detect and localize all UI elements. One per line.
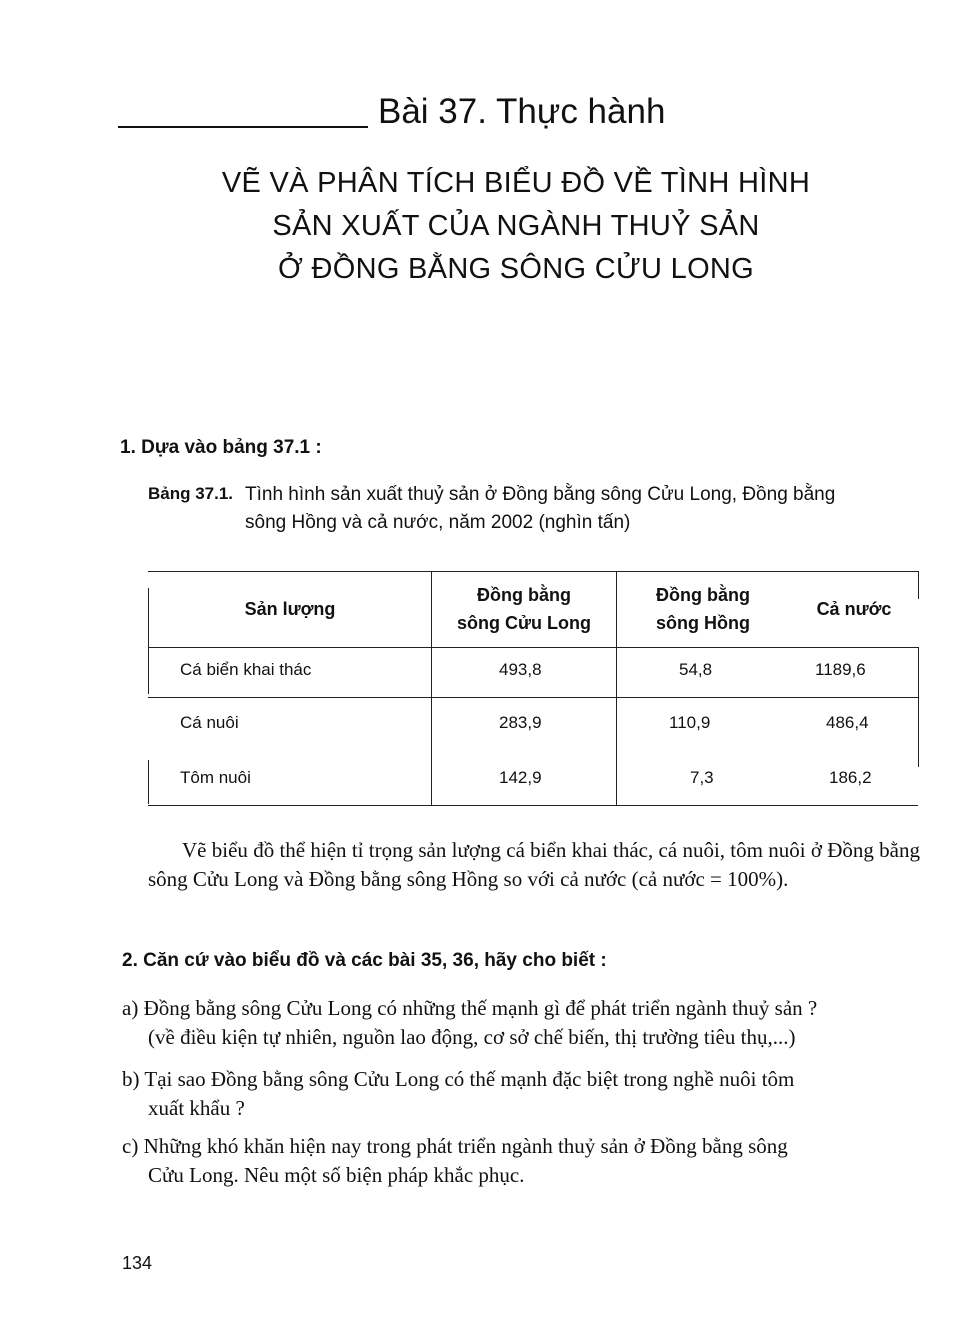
question-line: a) Đồng bằng sông Cửu Long có những thế mạnh gì để phát triển ngành thuỷ sản ? <box>122 996 818 1020</box>
cell-dbsh: 110,9 <box>669 713 711 732</box>
table-rule <box>148 805 918 806</box>
cell-dbscl: 142,9 <box>499 768 542 787</box>
table-rule <box>918 647 919 767</box>
table-caption-line: sông Hồng và cả nước, năm 2002 (nghìn tấn) <box>245 512 631 533</box>
table-rule <box>148 760 149 804</box>
header-product: Sản lượng <box>244 599 336 619</box>
header-line: Đồng bằng <box>477 585 571 605</box>
cell-dbscl: 493,8 <box>499 660 542 679</box>
cell-country: 1189,6 <box>815 660 866 679</box>
section-2-title: 2. Căn cứ vào biểu đồ và các bài 35, 36, hãy cho biết : <box>122 950 607 971</box>
table-rule <box>918 571 919 599</box>
question-a <box>122 994 922 1052</box>
header-line: Đồng bằng <box>656 585 750 605</box>
header-dbsh <box>617 581 789 637</box>
question-c <box>122 1132 922 1190</box>
table-rule <box>148 571 918 572</box>
cell-dbsh: 54,8 <box>679 660 713 679</box>
question-line: b) Tại sao Đồng bằng sông Cửu Long có thế mạnh đặc biệt trong nghề nuôi tôm <box>122 1067 795 1091</box>
header-country: Cả nước <box>816 599 892 619</box>
question-b <box>122 1065 922 1123</box>
question-line: (về điều kiện tự nhiên, nguồn lao động, cơ sở chế biến, thị trường tiêu thụ,...) <box>148 1025 796 1049</box>
page-number: 134 <box>122 1253 153 1273</box>
lesson-title: Bài 37. Thực hành <box>378 92 666 131</box>
table-caption-label: Bảng 37.1. <box>148 484 234 503</box>
heading-line: VẼ VÀ PHÂN TÍCH BIỂU ĐỒ VỀ TÌNH HÌNH <box>221 167 811 199</box>
heading-line: SẢN XUẤT CỦA NGÀNH THUỶ SẢN <box>272 210 760 242</box>
table-rule <box>148 647 918 648</box>
row-label: Cá nuôi <box>180 713 239 732</box>
cell-dbscl: 283,9 <box>499 713 542 732</box>
question-line: xuất khẩu ? <box>148 1096 245 1120</box>
table-rule <box>148 588 149 694</box>
cell-dbsh: 7,3 <box>690 768 714 787</box>
row-label: Tôm nuôi <box>180 768 251 787</box>
cell-country: 486,4 <box>826 713 869 732</box>
heading-line: Ở ĐỒNG BẰNG SÔNG CỬU LONG <box>277 253 755 285</box>
instruction-paragraph: Vẽ biểu đồ thể hiện tỉ trọng sản lượng cá biển khai thác, cá nuôi, tôm nuôi ở Đồng bằng sông Cửu Long và Đồng bằng sông Hồng so với cả nước (cả nước = 100%). <box>148 838 920 891</box>
header-line: sông Hồng <box>656 613 750 633</box>
header-dbscl <box>432 581 616 637</box>
table-rule <box>148 697 918 698</box>
header-line: sông Cửu Long <box>456 613 591 633</box>
cell-country: 186,2 <box>829 768 872 787</box>
lesson-heading <box>100 162 932 291</box>
question-line: c) Những khó khăn hiện nay trong phát triển ngành thuỷ sản ở Đồng bằng sông <box>122 1134 788 1158</box>
row-label: Cá biển khai thác <box>180 660 312 679</box>
question-line: Cửu Long. Nêu một số biện pháp khắc phục. <box>148 1163 525 1187</box>
table-caption-line: Tình hình sản xuất thuỷ sản ở Đồng bằng sông Cửu Long, Đồng bằng <box>245 484 836 505</box>
title-rule <box>118 126 368 128</box>
section-1-title: 1. Dựa vào bảng 37.1 : <box>120 437 322 458</box>
